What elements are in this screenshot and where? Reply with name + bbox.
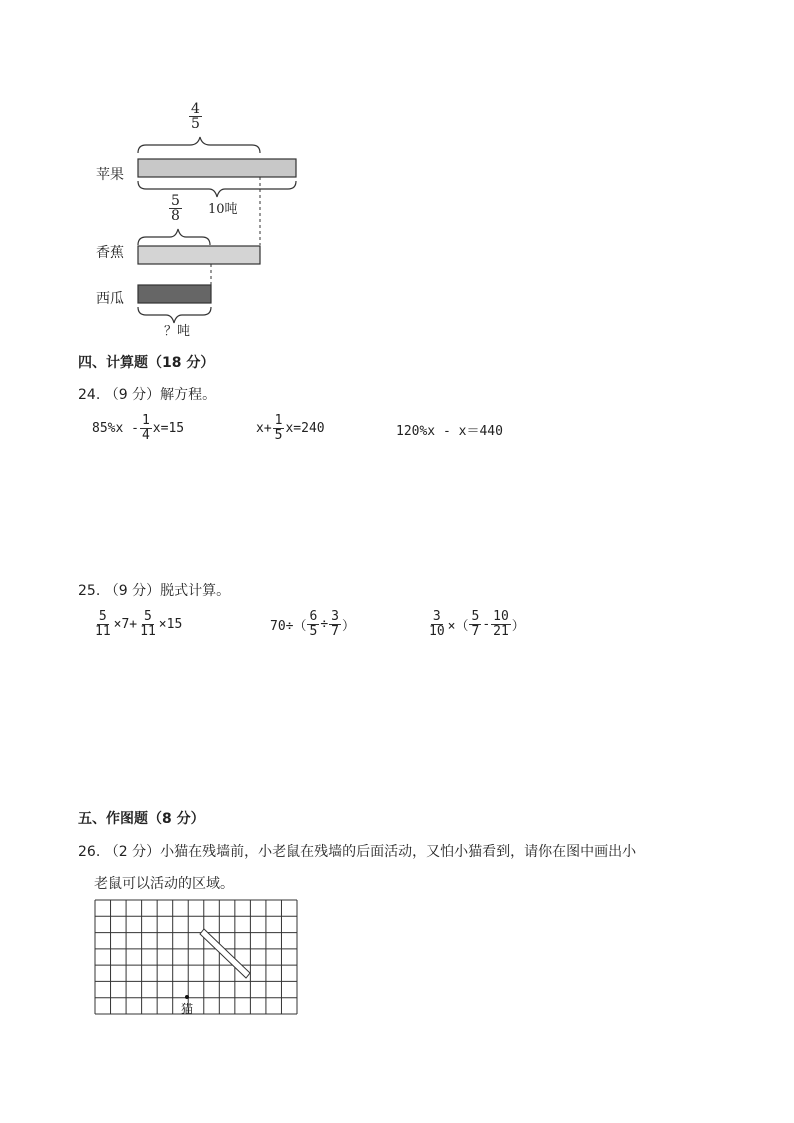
banana-label: 香蕉 [96, 245, 124, 261]
apple-total-brace [138, 181, 296, 197]
watermelon-question-label: ？吨 [164, 324, 191, 339]
q25-expression-1: $\frac{5}{11}$ ×7+ $\frac{5}{11}$ ×15 [95, 609, 183, 639]
drawing-grid[interactable] [94, 899, 298, 1015]
watermelon-bar [138, 285, 211, 303]
apple-total-label: 10吨 [208, 202, 238, 217]
q26-line-2: 老鼠可以活动的区域。 [94, 876, 234, 892]
q25-expression-3: $\frac{3}{10}$ ×（ $\frac{5}{7}$ - $\frac{10}{21}$ ） [429, 609, 525, 639]
q24-equation-2: x+ $\frac{1}{5}$ x=240 [256, 413, 325, 443]
cat-dot [185, 995, 189, 999]
section5-title: 五、作图题（8 分） [78, 811, 205, 827]
q24-equation-1: 85%x - $\frac{1}{4}$ x=15 [92, 413, 185, 443]
q25-expression-2: 70÷（ $\frac{6}{5}$ ÷ $\frac{3}{7}$ ） [270, 609, 355, 639]
q26-line-1: 26. （2 分）小猫在残墙前，小老鼠在残墙的后面活动，又怕小猫看到，请你在图中画出小 [78, 844, 637, 860]
banana-brace [138, 229, 210, 245]
apple-bar [138, 159, 296, 177]
apple-fraction: $\frac{4}{5}$ [191, 101, 200, 132]
banana-bar [138, 246, 260, 264]
apple-label: 苹果 [96, 167, 124, 183]
apple-brace [138, 137, 260, 153]
banana-fraction: $\frac{5}{8}$ [171, 193, 180, 224]
watermelon-label: 西瓜 [96, 291, 124, 307]
q24-heading: 24. （9 分）解方程。 [78, 387, 217, 403]
broken-wall [200, 929, 250, 978]
cat-label: 猫 [181, 1002, 194, 1015]
q24-equation-3: 120%x - x＝440 [396, 424, 503, 439]
q25-heading: 25. （9 分）脱式计算。 [78, 583, 231, 599]
section4-title: 四、计算题（18 分） [78, 355, 215, 371]
grid-lines [95, 900, 297, 1014]
